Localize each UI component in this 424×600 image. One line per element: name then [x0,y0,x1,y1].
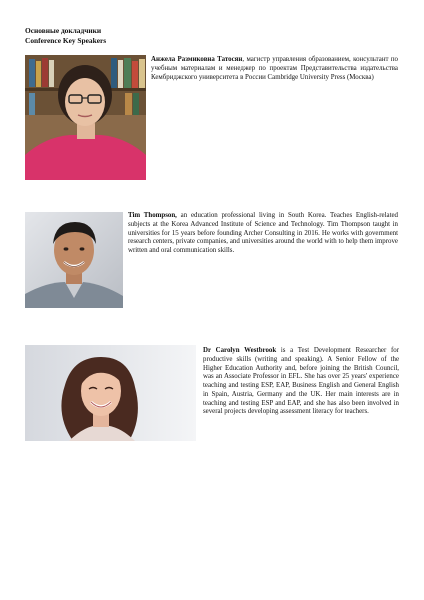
speaker-2-photo [25,212,123,308]
speaker-2-name: Tim Thompson, [128,212,177,219]
speaker-2-bio [128,212,398,256]
portrait-woman-smiling-icon [25,345,196,441]
speaker-1-text: , магистр управления образованием, консультант по учебным материалам и менеджер по проектам Представительства издательства Кембриджского университета в России Cambridge University Press (Москва) [151,56,398,81]
speaker-3-name: Dr Carolyn Westbrook [203,347,277,354]
heading-en: Conference Key Speakers [25,35,107,45]
portrait-man-icon [25,212,123,308]
speaker-3-photo [25,345,196,441]
section-heading [25,26,106,45]
speaker-1-bio [151,56,398,82]
speaker-1-name: Анжела Размиковна Татосян [151,56,243,63]
speaker-1-photo [25,55,146,180]
heading-ru: Основные докладчики [25,26,102,35]
portrait-woman-glasses-icon [25,55,146,180]
speaker-2-text: an education professional living in South Korea. Teaches English-related subjects at the Korea Advanced Institute of Science and Technology. Tim Thompson taught in universities for 15 years before founding Archer Consulting in 2016. He works with government research centers, private companies, and universities around the world with to help them improve written and oral communication skills. [128,212,398,254]
speaker-3-text: is a Test Development Researcher for productive skills (writing and speaking). A Senior Fellow of the Higher Education Authority and, before joining the British Council, was an Associate Professor in EFL. She has over 25 years' experience teaching and testing ESP, EAP, Business English and General English in Spain, Austria, Germany and the UK. Her main interests are in teaching and testing ESP and EAP, and she has also been involved in several projects developing assessment literacy for teachers. [203,347,399,416]
speaker-3-bio [203,347,399,417]
